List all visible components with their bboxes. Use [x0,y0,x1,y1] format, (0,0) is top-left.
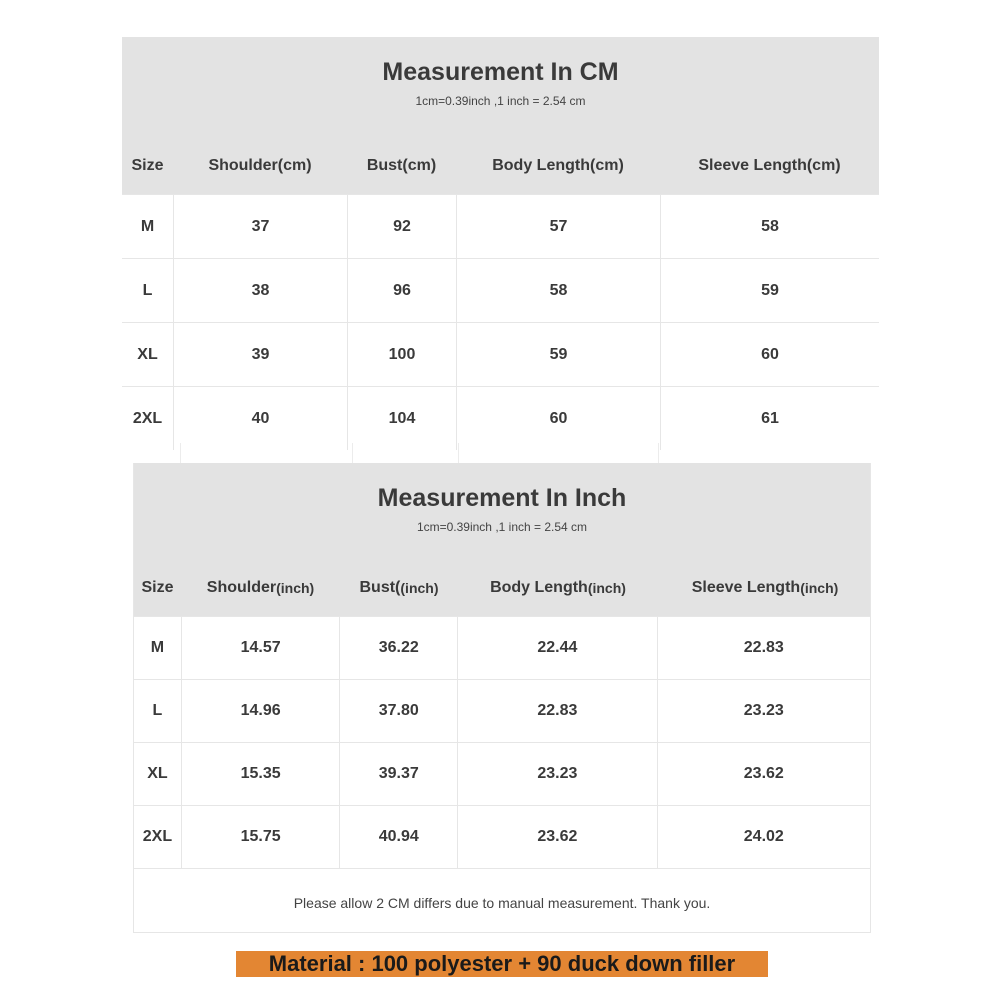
bust-cell: 40.94 [339,806,457,868]
bust-cell: 36.22 [339,617,457,679]
cm-table-subtitle: 1cm=0.39inch ,1 inch = 2.54 cm [415,94,586,108]
header-label: Sleeve Length [691,578,801,596]
sleeve-length-cell: 22.83 [657,617,870,679]
separator-line [180,443,181,463]
size-cell: XL [147,765,168,782]
shoulder-cell: 14.96 [181,680,340,742]
sleeve-length-cell: 60 [660,323,879,386]
inch-measurement-table [133,463,871,933]
sleeve-length-cell: 23.23 [657,680,870,742]
size-cell: M [140,217,155,235]
table-row [122,386,879,450]
inch-column-headers [134,463,872,616]
measurement-note: Please allow 2 CM differs due to manual measurement. Thank you. [134,868,870,936]
column-header: Size [131,156,164,174]
header-label: Body Length [490,578,588,596]
header-unit: (inch) [587,579,626,596]
separator-line [658,443,659,463]
shoulder-cell: 15.35 [181,743,340,805]
size-cell: L [142,281,153,299]
size-cell: XL [137,345,158,363]
table-row [122,258,879,322]
cm-measurement-table [122,37,879,443]
body-length-cell: 23.62 [457,806,656,868]
shoulder-cell: 39 [173,323,347,386]
bust-cell: 96 [347,259,456,322]
table-row [134,616,870,679]
bust-cell: 104 [347,387,456,450]
separator-line [458,443,459,463]
column-header [458,559,658,616]
body-length-cell: 59 [456,323,660,386]
sleeve-length-cell: 58 [660,195,879,258]
inch-table-subtitle: 1cm=0.39inch ,1 inch = 2.54 cm [416,520,588,534]
column-header [658,559,872,616]
column-header: Shoulder(cm) [208,156,312,174]
header-label: Bust( [359,578,401,596]
cm-column-headers [122,37,879,194]
sleeve-length-cell: 24.02 [657,806,870,868]
header-label: Shoulder [206,578,277,596]
table-row [122,322,879,386]
inch-table-title: Measurement In Inch [377,484,627,512]
header-unit: (inch) [400,579,439,596]
bust-cell: 39.37 [339,743,457,805]
body-length-cell: 22.83 [457,680,656,742]
column-header: Body Length(cm) [492,156,624,174]
column-header [181,559,340,616]
inch-table-header [134,463,870,616]
table-row [122,194,879,258]
shoulder-cell: 37 [173,195,347,258]
sleeve-length-cell: 23.62 [657,743,870,805]
table-row [134,805,870,868]
table-separator-lines [122,443,879,463]
body-length-cell: 60 [456,387,660,450]
shoulder-cell: 14.57 [181,617,340,679]
shoulder-cell: 38 [173,259,347,322]
body-length-cell: 22.44 [457,617,656,679]
column-header: Bust(cm) [366,156,437,174]
column-header [134,559,181,616]
header-unit: (inch) [276,579,315,596]
bust-cell: 92 [347,195,456,258]
cm-table-header [122,37,879,194]
header-unit: (inch) [800,579,839,596]
material-banner: Material : 100 polyester + 90 duck down filler [236,951,768,977]
shoulder-cell: 40 [173,387,347,450]
table-row [134,742,870,805]
size-cell: M [150,639,165,656]
column-header: Sleeve Length(cm) [698,156,841,174]
separator-line [352,443,353,463]
table-row [134,679,870,742]
sleeve-length-cell: 59 [660,259,879,322]
column-header [340,559,458,616]
size-cell: 2XL [132,409,163,427]
body-length-cell: 57 [456,195,660,258]
sleeve-length-cell: 61 [660,387,879,450]
shoulder-cell: 15.75 [181,806,340,868]
cm-table-title: Measurement In CM [382,58,619,86]
size-cell: L [152,702,163,719]
bust-cell: 100 [347,323,456,386]
header-label: Size [141,578,174,596]
size-cell: 2XL [142,828,173,845]
body-length-cell: 23.23 [457,743,656,805]
body-length-cell: 58 [456,259,660,322]
bust-cell: 37.80 [339,680,457,742]
